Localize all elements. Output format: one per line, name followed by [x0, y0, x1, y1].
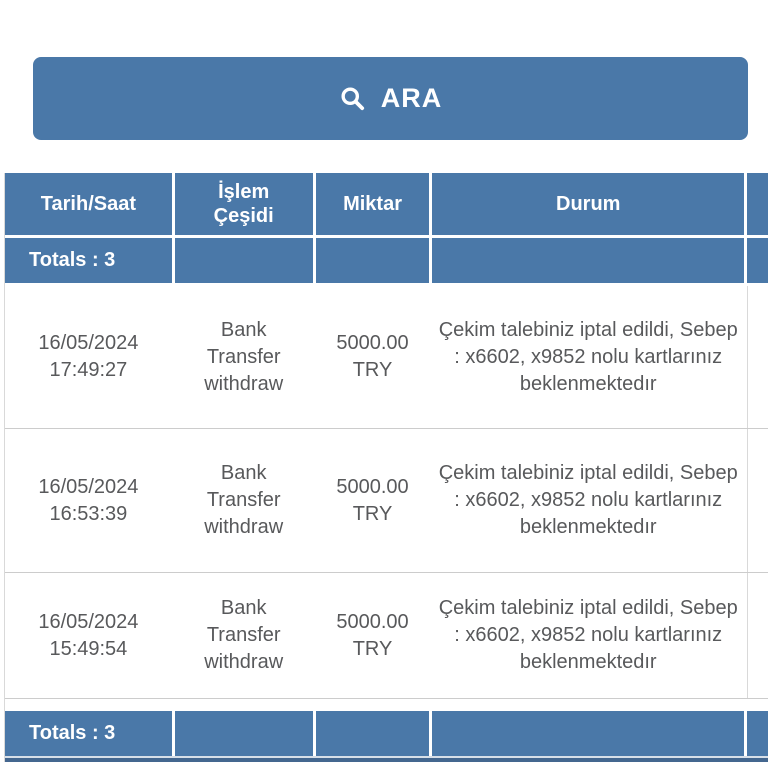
column-header-durum: Durum — [432, 173, 744, 235]
date-value: 16/05/2024 — [38, 332, 139, 354]
table-body — [5, 286, 768, 699]
table-row — [5, 573, 768, 699]
cell-extra — [747, 429, 768, 572]
cell-transaction-type — [175, 460, 313, 541]
cell-extra — [747, 286, 768, 428]
cell-date-time — [5, 474, 172, 528]
totals-row-top — [5, 238, 768, 283]
totals-row-bottom — [5, 711, 768, 756]
cell-transaction-type — [175, 595, 313, 676]
column-header-tarih-saat: Tarih/Saat — [5, 173, 172, 235]
cell-extra — [747, 573, 768, 698]
totals-cell-empty — [432, 711, 744, 756]
totals-cell-empty — [316, 238, 430, 283]
search-button-label: ARA — [380, 83, 443, 113]
table-row — [5, 286, 768, 429]
amount-value: 5000.00 TRY — [336, 332, 409, 381]
date-value: 16/05/2024 — [38, 610, 139, 633]
totals-cell-empty — [316, 711, 430, 756]
totals-cell-empty — [175, 238, 313, 283]
totals-label-bottom: Totals : 3 — [5, 711, 172, 756]
column-header-islem-cesidi: İşlem Çeşidi — [175, 173, 313, 235]
status-value: Çekim talebiniz iptal edildi, Sebep : x6602, x9852 nolu kartlarınız beklenmektedır — [438, 462, 738, 538]
time-value: 16:53:39 — [49, 502, 128, 525]
status-value: Çekim talebiniz iptal edildi, Sebep : x6602, x9852 nolu kartlarınız beklenmektedır — [438, 318, 738, 395]
table-row — [5, 429, 768, 573]
search-icon — [339, 85, 366, 112]
totals-label-top: Totals : 3 — [5, 238, 172, 283]
date-value: 16/05/2024 — [38, 475, 139, 498]
column-header-miktar: Miktar — [316, 173, 430, 235]
search-button[interactable] — [33, 57, 748, 140]
cell-status — [432, 317, 744, 398]
time-value: 17:49:27 — [49, 359, 128, 381]
cell-status — [432, 460, 744, 541]
footer-strip — [5, 756, 768, 762]
totals-cell-empty — [747, 711, 768, 756]
column-header-extra — [747, 173, 768, 235]
time-value: 15:49:54 — [49, 637, 128, 660]
cell-transaction-type — [175, 317, 313, 398]
results-table — [4, 173, 768, 762]
cell-date-time — [5, 330, 172, 384]
transaction-type-value: Bank Transfer withdraw — [204, 462, 284, 538]
transaction-type-value: Bank Transfer withdraw — [204, 318, 284, 395]
amount-value: 5000.00 TRY — [336, 610, 409, 660]
totals-cell-empty — [747, 238, 768, 283]
totals-cell-empty — [175, 711, 313, 756]
transaction-type-value: Bank Transfer withdraw — [204, 597, 284, 673]
amount-value: 5000.00 TRY — [336, 475, 409, 525]
cell-date-time — [5, 609, 172, 663]
table-header-row — [5, 173, 768, 235]
cell-amount — [316, 474, 430, 528]
totals-cell-empty — [432, 238, 744, 283]
cell-amount — [316, 609, 430, 663]
status-value: Çekim talebiniz iptal edildi, Sebep : x6602, x9852 nolu kartlarınız beklenmektedır — [438, 597, 738, 673]
cell-amount — [316, 330, 430, 384]
cell-status — [432, 595, 744, 676]
